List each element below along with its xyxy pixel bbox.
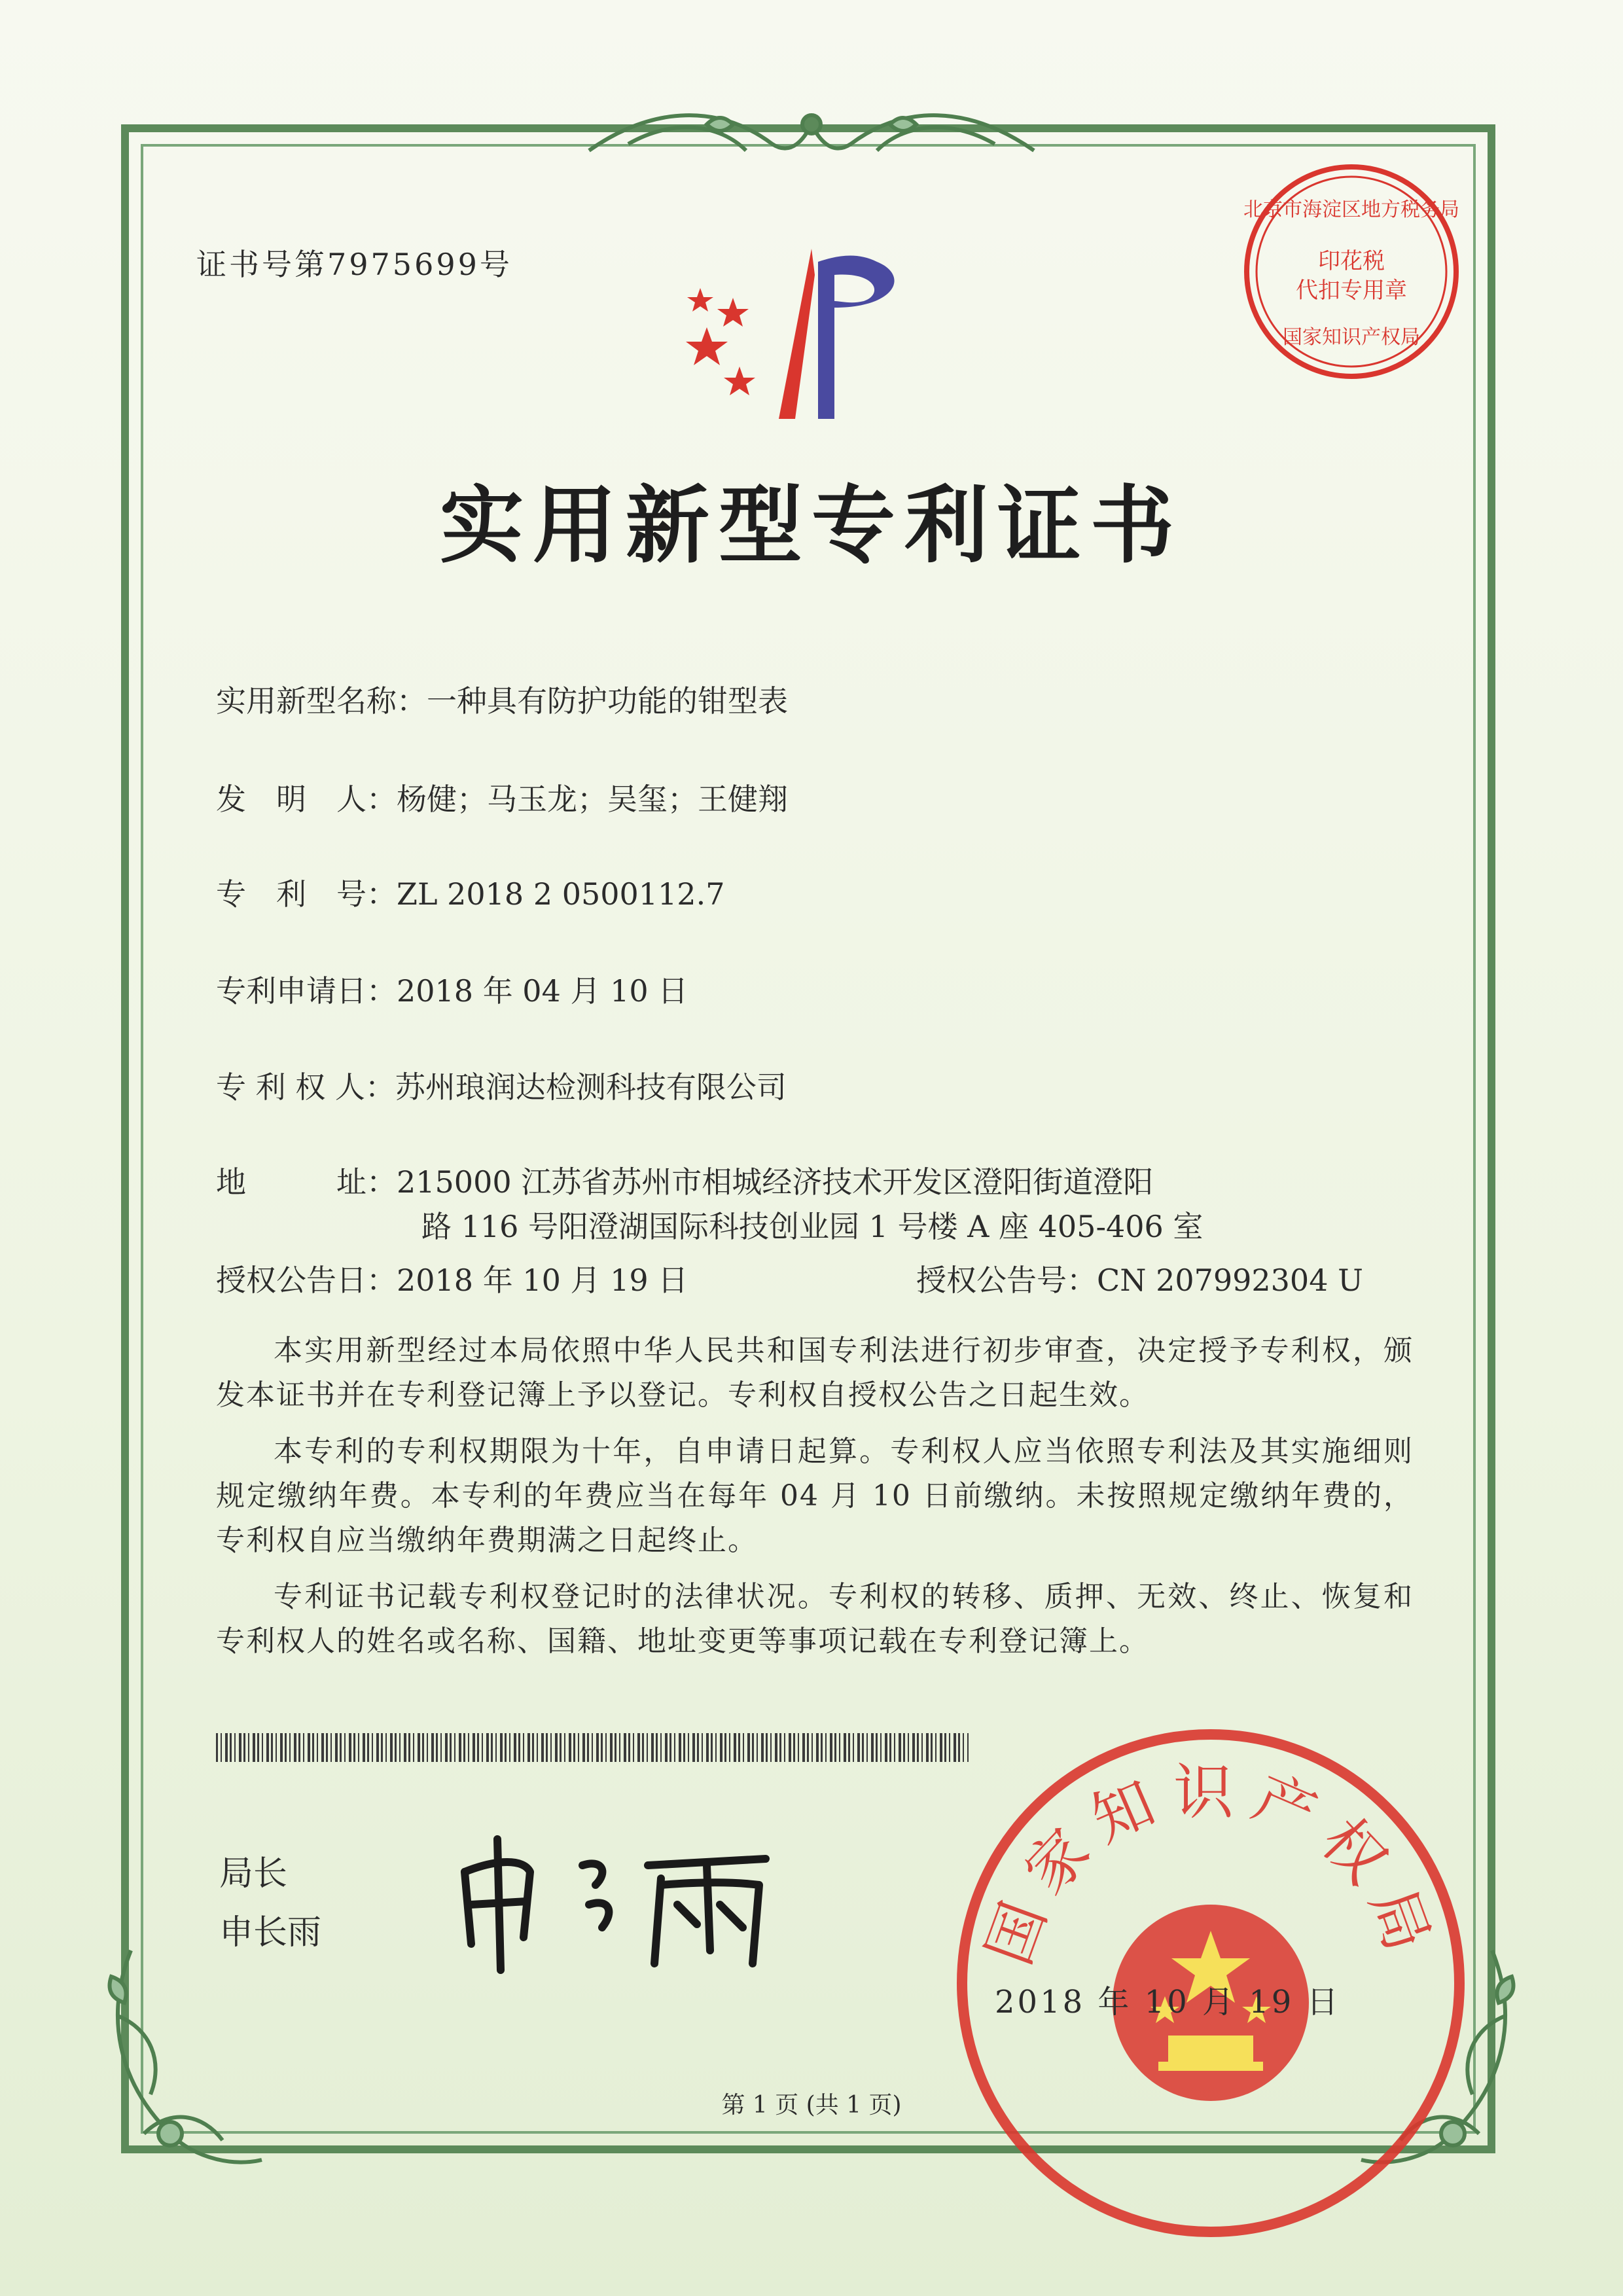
inventor-label: 发 明 人：	[216, 781, 397, 817]
address-line2: 路 116 号阳澄湖国际科技创业园 1 号楼 A 座 405-406 室	[421, 1209, 1204, 1244]
filing-date-label: 专利申请日：	[216, 973, 397, 1009]
grant-date-value: 2018 年 10 月 19 日	[397, 1263, 688, 1298]
grant-date-label: 授权公告日：	[216, 1263, 397, 1298]
grant-number-value: CN 207992304 U	[1097, 1263, 1363, 1298]
page-number: 第 1 页 (共 1 页)	[721, 2092, 902, 2119]
body-paragraph-1: 本实用新型经过本局依照中华人民共和国专利法进行初步审查，决定授予专利权，颁发本证书并在专利登记簿上予以登记。专利权自授权公告之日起生效。	[216, 1334, 1414, 1412]
top-ornament-icon	[576, 98, 1047, 170]
tax-seal-ring-text: 北京市海淀区地方税务局	[1243, 198, 1459, 221]
grant-number-row	[916, 1257, 1363, 1300]
utility-model-name-row	[216, 677, 788, 721]
inventor-value: 杨健；马玉龙；吴玺；王健翔	[397, 781, 788, 817]
bottom-left-ornament-icon	[92, 1937, 275, 2186]
patent-number-label: 专 利 号：	[216, 876, 397, 912]
address-row	[216, 1158, 1153, 1202]
patentee-row	[216, 1064, 787, 1107]
patentee-value: 苏州琅润达检测科技有限公司	[395, 1069, 787, 1105]
grant-date-row	[216, 1257, 688, 1300]
director-title: 局长	[219, 1854, 288, 1893]
director-signature	[452, 1820, 818, 1977]
filing-date-row	[216, 967, 688, 1011]
address-label: 地 址：	[216, 1164, 397, 1200]
certificate-number: 证书号第7975699号	[196, 247, 512, 282]
tax-seal-bottom-text: 国家知识产权局	[1283, 326, 1420, 349]
tax-seal-center-line1: 印花税	[1318, 248, 1385, 274]
address-line1: 215000 江苏省苏州市相城经济技术开发区澄阳街道澄阳	[397, 1164, 1154, 1200]
inventor-row	[216, 776, 788, 819]
issue-date: 2018 年 10 月 19 日	[995, 1984, 1341, 2020]
patent-number-row	[216, 870, 724, 914]
body-paragraph-2: 本专利的专利权期限为十年，自申请日起算。专利权人应当依照专利法及其实施细则规定缴纳年费。本专利的年费应当在每年 04 月 10 日前缴纳。未按照规定缴纳年费的，专利权自应当缴纳年费期满之日起终止。	[216, 1435, 1414, 1557]
director-name: 申长雨	[219, 1913, 322, 1952]
barcode	[216, 1733, 969, 1762]
tax-stamp-seal	[1234, 154, 1469, 389]
utility-model-name-label: 实用新型名称：	[216, 683, 427, 719]
patentee-label: 专 利 权 人：	[216, 1069, 395, 1105]
tax-seal-center-line2: 代扣专用章	[1296, 278, 1407, 304]
patent-office-emblem-icon	[681, 236, 942, 432]
patent-number-value: ZL 2018 2 0500112.7	[397, 876, 725, 912]
seal-ring-text: 国家知识产权局	[973, 1757, 1448, 1974]
body-paragraph-3: 专利证书记载专利权登记时的法律状况。专利权的转移、质押、无效、终止、恢复和专利权人的姓名或名称、国籍、地址变更等事项记载在专利登记簿上。	[216, 1580, 1414, 1658]
certificate-body	[216, 1329, 1414, 1676]
filing-date-value: 2018 年 04 月 10 日	[397, 973, 688, 1009]
grant-number-label: 授权公告号：	[916, 1263, 1097, 1298]
utility-model-name-value: 一种具有防护功能的钳型表	[427, 683, 788, 719]
document-title: 实用新型专利证书	[439, 476, 1183, 575]
